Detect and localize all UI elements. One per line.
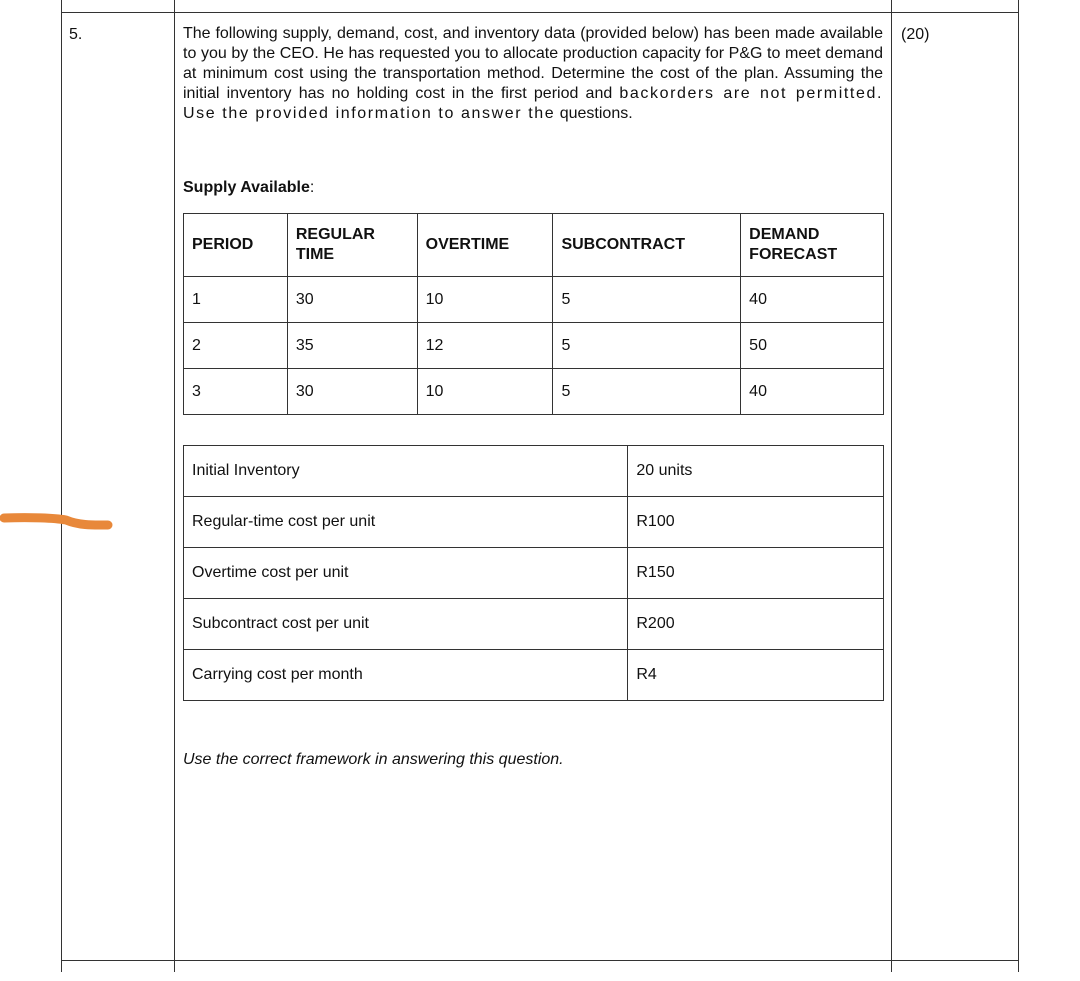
table-cell: 12 [417,323,553,369]
supply-header-regular-time: REGULAR TIME [287,214,417,277]
question-marks: (20) [901,26,930,43]
cost-value: R4 [628,650,884,701]
frame-top-row-line [61,12,1019,13]
answer-instruction: Use the correct framework in answering this question. [183,751,564,768]
frame-right-border [1018,0,1019,972]
table-row [184,323,884,369]
table-cell: 30 [287,369,417,415]
cost-value: R200 [628,599,884,650]
cost-label: Regular-time cost per unit [184,497,628,548]
supply-header-demand-forecast: DEMAND FORECAST [741,214,884,277]
table-row [184,369,884,415]
cost-label: Overtime cost per unit [184,548,628,599]
supply-heading [183,179,314,197]
table-cell: 50 [741,323,884,369]
cost-value: R100 [628,497,884,548]
table-cell: 1 [184,277,288,323]
cost-table [183,445,884,701]
highlighter-stroke-annotation [0,508,115,538]
frame-left-border [61,12,62,972]
frame-col-divider-2 [891,0,892,972]
table-cell: 35 [287,323,417,369]
table-cell: 40 [741,369,884,415]
table-cell: 2 [184,323,288,369]
question-text [183,24,883,124]
supply-header-period: PERIOD [184,214,288,277]
frame-col-divider-1 [174,0,175,972]
supply-heading-colon: : [309,179,315,196]
highlighter-stroke-path [4,518,108,525]
table-cell: 10 [417,277,553,323]
table-cell: 30 [287,277,417,323]
frame-bottom-row-line [61,960,1019,961]
cost-value: 20 units [628,446,884,497]
supply-heading-label: Supply Available [183,179,310,196]
table-cell: 5 [553,369,741,415]
supply-header-subcontract: SUBCONTRACT [553,214,741,277]
question-text-spaced: backorders are not permitted. Use the provided information to answer the [183,85,883,122]
table-cell: 10 [417,369,553,415]
table-row [184,548,884,599]
cost-label: Subcontract cost per unit [184,599,628,650]
table-row [184,650,884,701]
table-row [184,446,884,497]
cost-label: Carrying cost per month [184,650,628,701]
supply-table-header-row [184,214,884,277]
table-cell: 5 [553,323,741,369]
question-number: 5. [69,26,83,43]
question-text-main: The following supply, demand, cost, and inventory data (provided below) has been made available to you by the CEO. He has requested you to allocate production capacity for P&G to meet demand at minimum cost using the transportation method. Determine the cost of the plan. Assuming the initial inventory has no holding cost in the first period and [183,25,883,102]
table-row [184,497,884,548]
table-cell: 5 [553,277,741,323]
table-cell: 40 [741,277,884,323]
supply-header-overtime: OVERTIME [417,214,553,277]
supply-table [183,213,884,415]
table-cell: 3 [184,369,288,415]
cost-label: Initial Inventory [184,446,628,497]
question-text-end: questions. [559,105,633,122]
cost-value: R150 [628,548,884,599]
frame-left-border [61,0,62,12]
table-row [184,277,884,323]
table-row [184,599,884,650]
